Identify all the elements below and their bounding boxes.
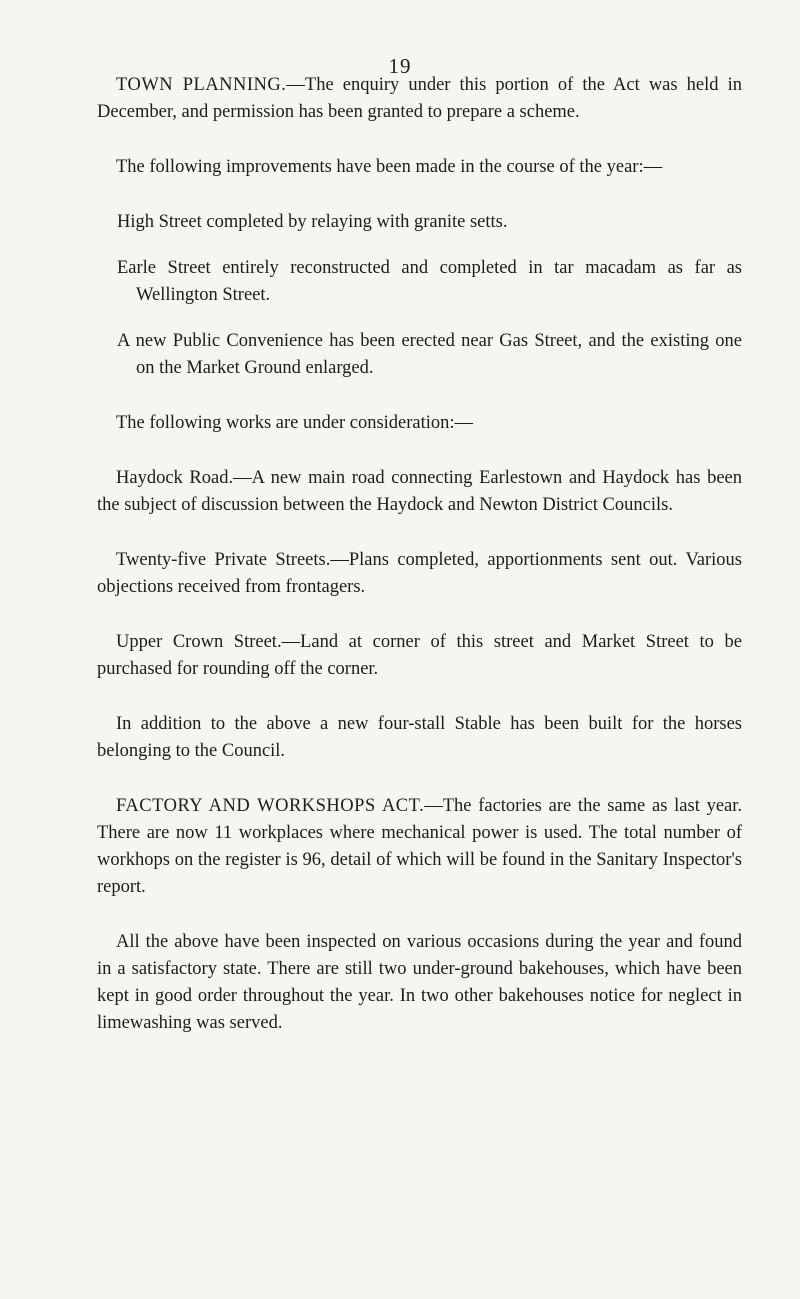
upper-crown-street-paragraph: Upper Crown Street.—Land at corner of this street and Market Street to be purchased for rounding off the corner. [97,632,742,679]
bakehouses-paragraph: All the above have been inspected on various occasions during the year and found in a satisfactory state. There are still two under-ground bakehouses, which have been kept in good order throughout the year. In two other bakehouses notice for neglect in limewashing was served. [97,932,742,1033]
town-planning-paragraph [97,72,742,126]
improvements-intro: The following improvements have been made in the course of the year:— [116,157,663,177]
town-planning-heading: TOWN PLANNING. [116,75,287,95]
works-intro: The following works are under consideration:— [116,413,474,433]
stable-paragraph: In addition to the above a new four-stall Stable has been built for the horses belonging to the Council. [97,714,742,761]
improvement-item: A new Public Convenience has been erected near Gas Street, and the existing one on the Market Ground enlarged. [117,331,742,378]
page-body [97,72,742,1065]
factory-workshops-paragraph [97,793,742,901]
improvement-item: Earle Street entirely reconstructed and completed in tar macadam as far as Wellington Street. [117,258,742,305]
improvement-item: High Street completed by relaying with granite setts. [117,212,508,232]
factory-workshops-text: —The factories are the same as last year. There are now 11 workplaces where mechanical power is used. The total number of workhops on the register is 96, detail of which will be found in the Sanitary Inspector's report. [97,796,743,897]
town-planning-text: —The enquiry under this portion of the Act was held in December, and permission has been granted to prepare a scheme. [97,75,742,122]
factory-workshops-heading: FACTORY AND WORKSHOPS ACT. [116,796,425,816]
private-streets-paragraph: Twenty-five Private Streets.—Plans completed, apportionments sent out. Various objections received from frontagers. [97,550,742,597]
haydock-road-paragraph: Haydock Road.—A new main road connecting Earlestown and Haydock has been the subject of discussion between the Haydock and Newton District Councils. [97,468,742,515]
page-number: 19 [388,54,412,78]
